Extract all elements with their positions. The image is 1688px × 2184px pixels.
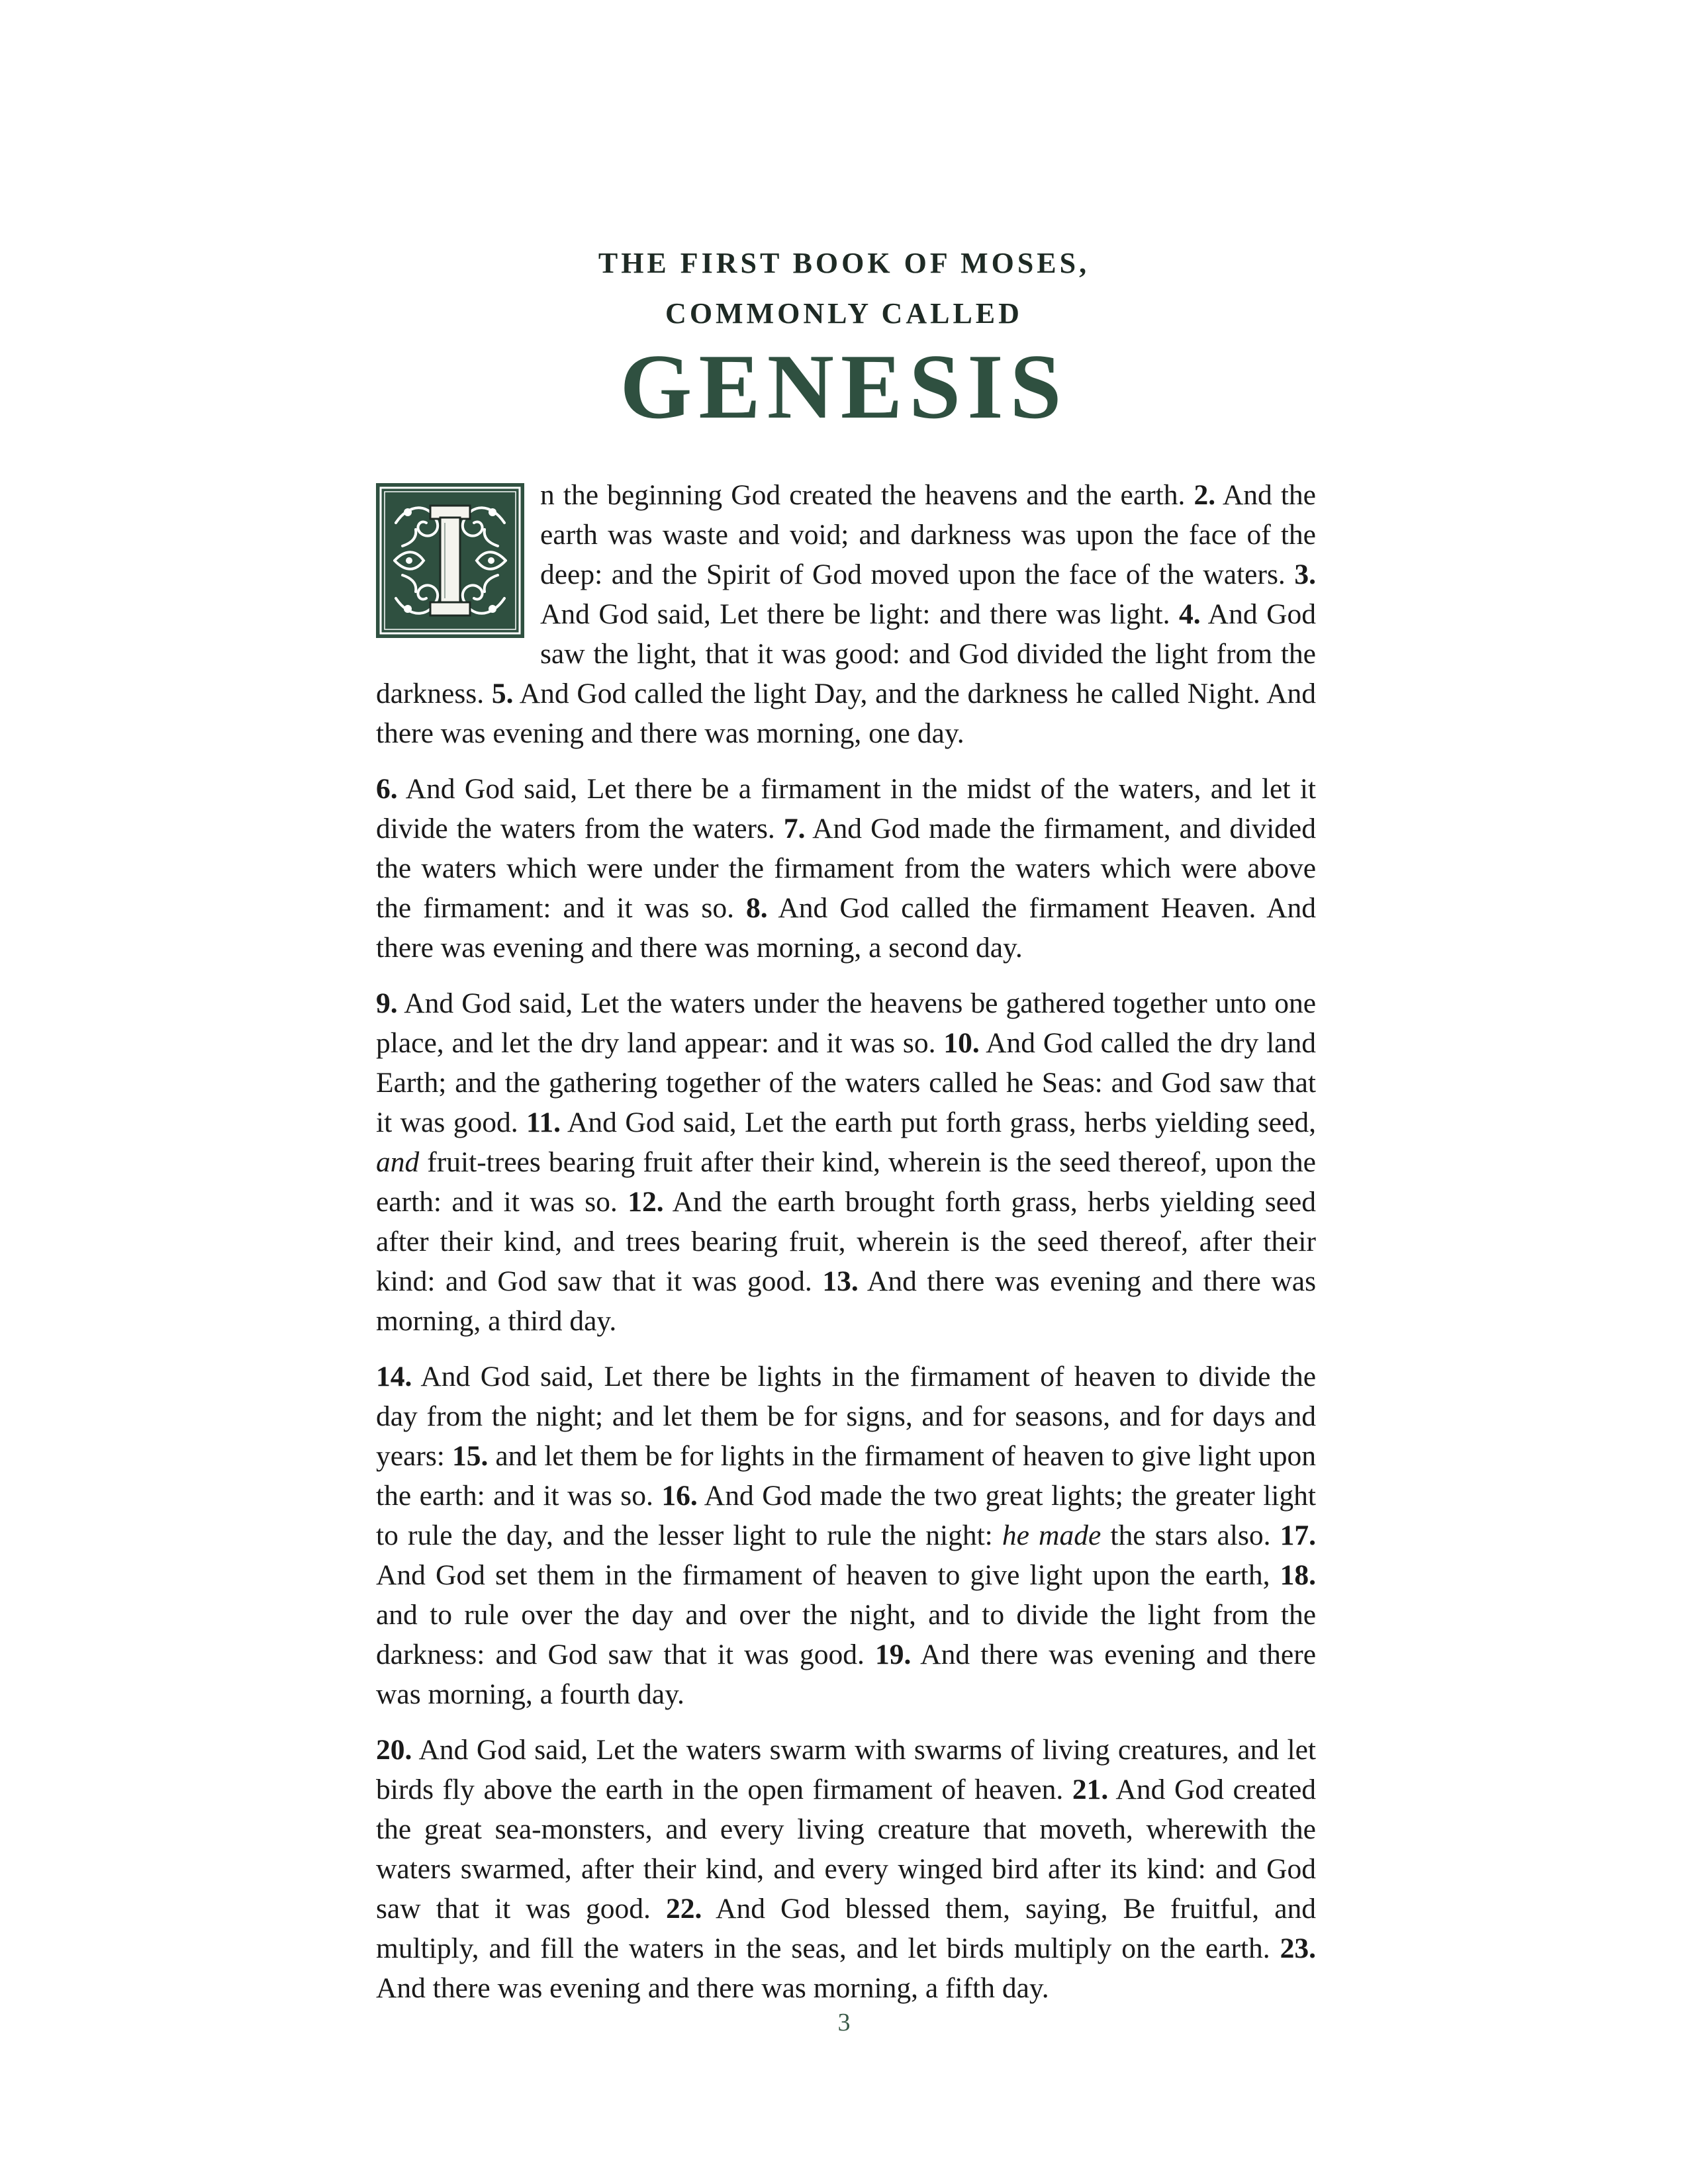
verse-text: and to rule over the day and over the night, and to divide the light from the darkness: and God saw that it was good.	[376, 1599, 1316, 1670]
paragraph	[376, 1730, 1316, 2008]
paragraph	[376, 769, 1316, 968]
verse-text: And God said, Let there be a firmament in the midst of the waters, and let it divide the waters from the waters.	[376, 773, 1316, 844]
book-title: GENESIS	[620, 336, 1068, 438]
verse-text: the stars also.	[1101, 1520, 1280, 1551]
italic-text: he made	[1002, 1520, 1102, 1551]
verse-text: And God said, Let the waters under the heavens be gathered together unto one place, and let the dry land appear: and it was so.	[376, 987, 1316, 1059]
heading-line-1: THE FIRST BOOK OF MOSES,	[598, 247, 1090, 279]
verse-text: And there was evening and there was morning, a third day.	[376, 1265, 1317, 1337]
paragraph	[376, 475, 1316, 753]
verse-text: And God said, Let the earth put forth grass, herbs yielding seed,	[560, 1107, 1316, 1138]
verse-number: 9.	[376, 987, 398, 1019]
verse-text: And God blessed them, saying, Be fruitful, and multiply, and fill the waters in the seas, and let birds multiply on the earth.	[376, 1893, 1316, 1964]
verse-number: 16.	[661, 1480, 698, 1512]
verse-text: And God saw the light, that it was good: and God divided the light from the darkness.	[376, 598, 1316, 709]
verse-text: And God made the two great lights; the greater light to rule the day, and the lesser light to rule the night:	[376, 1480, 1316, 1551]
verse-text: fruit-trees bearing fruit after their kind, wherein is the seed thereof, upon the earth: and it was so.	[376, 1146, 1316, 1218]
verse-number: 22.	[665, 1893, 702, 1925]
verse-text: And the earth was waste and void; and darkness was upon the face of the deep: and the Spirit of God moved upon the face of the waters.	[540, 479, 1316, 590]
verse-number: 12.	[628, 1186, 664, 1218]
italic-text: and	[376, 1146, 420, 1178]
heading-line-2: COMMONLY CALLED	[665, 297, 1023, 330]
paragraph	[376, 983, 1316, 1341]
scripture-text	[376, 475, 1316, 2024]
verse-number: 5.	[491, 678, 514, 709]
verse-number: 19.	[875, 1639, 912, 1670]
verse-number: 3.	[1294, 559, 1316, 590]
verse-number: 21.	[1072, 1774, 1109, 1805]
verse-number: 14.	[376, 1361, 412, 1392]
verse-number: 8.	[746, 892, 768, 924]
verse-number: 17.	[1280, 1520, 1317, 1551]
verse-number: 11.	[526, 1107, 561, 1138]
verse-number: 6.	[376, 773, 398, 805]
verse-text: And God said, Let there be light: and there was light.	[540, 598, 1179, 630]
verse-text: And God called the firmament Heaven. And there was evening and there was morning, a second day.	[376, 892, 1316, 964]
verse-text: And God set them in the firmament of heaven to give light upon the earth,	[376, 1559, 1280, 1591]
verse-text: n the beginning God created the heavens and the earth.	[540, 479, 1194, 511]
verse-text: and let them be for lights in the firmament of heaven to give light upon the earth: and it was so.	[376, 1440, 1317, 1512]
verse-number: 2.	[1194, 479, 1216, 511]
verse-text: And God called the light Day, and the darkness he called Night. And there was evening and there was morning, one day.	[376, 678, 1316, 749]
verse-number: 18.	[1280, 1559, 1316, 1591]
verse-number: 13.	[822, 1265, 859, 1297]
verse-number: 20.	[376, 1734, 412, 1766]
verse-text: And the earth brought forth grass, herbs yielding seed after their kind, and trees bearing fruit, wherein is the seed thereof, after their kind: and God saw that it was good.	[376, 1186, 1316, 1297]
verse-number: 10.	[943, 1027, 980, 1059]
verse-text: And God said, Let the waters swarm with swarms of living creatures, and let birds fly above the earth in the open firmament of heaven.	[376, 1734, 1316, 1805]
verse-number: 4.	[1178, 598, 1201, 630]
verse-text: And there was evening and there was morning, a fifth day.	[376, 1972, 1049, 2004]
verse-number: 23.	[1280, 1933, 1316, 1964]
verse-number: 15.	[451, 1440, 489, 1472]
page-number: 3	[837, 2009, 851, 2036]
verse-number: 7.	[783, 813, 806, 844]
verse-text: And there was evening and there was morning, a fourth day.	[376, 1639, 1317, 1710]
paragraph	[376, 1357, 1316, 1714]
verse-text: And God made the firmament, and divided the waters which were under the firmament from the waters which were above the firmament: and it was so.	[376, 813, 1316, 924]
verse-text: And God said, Let there be lights in the firmament of heaven to divide the day from the night; and let them be for signs, and for seasons, and for days and years:	[376, 1361, 1316, 1472]
verse-text: And God called the dry land Earth; and the gathering together of the waters called he Seas: and God saw that it was good.	[376, 1027, 1316, 1138]
ornamental-drop-cap-icon	[376, 483, 524, 638]
book-heading	[0, 238, 1688, 437]
verse-text: And God created the great sea-monsters, and every living creature that moveth, wherewith the waters swarmed, after their kind, and every winged bird after its kind: and God saw that it was good.	[376, 1774, 1317, 1925]
